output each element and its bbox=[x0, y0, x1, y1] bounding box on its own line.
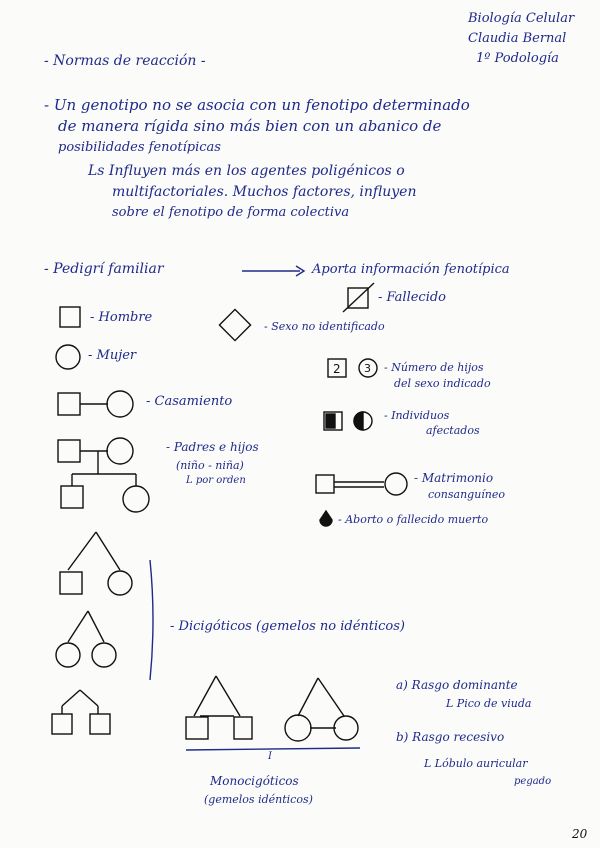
marriage-symbol bbox=[58, 391, 133, 417]
section-title-pedigri: - Pedigrí familiar bbox=[44, 261, 164, 277]
label-individuos-afectados-sub: afectados bbox=[426, 424, 480, 437]
paragraph-line: posibilidades fenotípicas bbox=[58, 140, 221, 155]
right-arrow-icon bbox=[242, 266, 304, 276]
author-name: Claudia Bernal bbox=[468, 31, 567, 46]
label-matrimonio-sub: consanguíneo bbox=[428, 488, 506, 501]
label-dicigoticos: - Dicigóticos (gemelos no idénticos) bbox=[170, 619, 405, 634]
label-individuos-afectados: - Individuos bbox=[384, 409, 450, 422]
number-box-value: 2 bbox=[333, 362, 341, 376]
label-lobulo-pegado: pegado bbox=[514, 776, 552, 787]
pedigree-tree-2 bbox=[56, 611, 116, 667]
label-rasgo-recesivo: b) Rasgo recesivo bbox=[396, 730, 505, 744]
paragraph-line: de manera rígida sino más bien con un abanico de bbox=[58, 117, 442, 135]
label-rasgo-dominante: a) Rasgo dominante bbox=[396, 678, 518, 692]
label-monocigoticos: Monocigóticos bbox=[210, 774, 299, 788]
label-sexo-no-identificado: - Sexo no identificado bbox=[264, 320, 385, 333]
pedigree-tree-1 bbox=[60, 532, 132, 595]
deceased-square-icon bbox=[343, 283, 374, 312]
label-aborto: - Aborto o fallecido muerto bbox=[338, 513, 489, 526]
arrow-text: Aporta información fenotípica bbox=[312, 262, 510, 277]
label-monocigoticos-sub: (gemelos idénticos) bbox=[204, 793, 313, 806]
paragraph-line: multifactoriales. Muchos factores, influyen bbox=[112, 184, 417, 200]
label-padres-hijos: - Padres e hijos bbox=[166, 440, 259, 454]
affected-individuals-symbol bbox=[324, 412, 372, 430]
paragraph-line: - Un genotipo no se asocia con un fenotipo determinado bbox=[44, 96, 470, 114]
parents-children-symbol bbox=[58, 438, 149, 512]
label-fallecido: - Fallecido bbox=[378, 290, 447, 305]
monozygotic-females-symbol bbox=[285, 678, 358, 741]
number-circle-value: 3 bbox=[364, 362, 371, 375]
label-mujer: - Mujer bbox=[88, 348, 137, 363]
label-hombre: - Hombre bbox=[90, 310, 153, 325]
label-numero-hijos: - Número de hijos bbox=[384, 361, 484, 374]
miscarriage-icon bbox=[320, 511, 332, 526]
section-title-normas: - Normas de reacción - bbox=[44, 53, 206, 69]
label-lobulo: L Lóbulo auricular bbox=[424, 757, 528, 770]
label-padres-hijos-order: L por orden bbox=[186, 475, 246, 486]
paragraph-line: Ls Influyen más en los agentes poligénicos o bbox=[88, 163, 405, 179]
consanguineous-marriage-symbol bbox=[316, 473, 407, 495]
bracket-line bbox=[150, 560, 153, 680]
page-number: 20 bbox=[572, 827, 588, 841]
paragraph-line: sobre el fenotipo de forma colectiva bbox=[112, 205, 350, 220]
monozygotic-males-symbol bbox=[186, 676, 252, 739]
female-circle-icon bbox=[56, 345, 80, 369]
label-numero-hijos-sub: del sexo indicado bbox=[394, 377, 491, 390]
number-of-children-symbol bbox=[328, 359, 377, 377]
label-padres-hijos-sub: (niño - niña) bbox=[176, 459, 244, 472]
monozygotic-underline bbox=[186, 748, 360, 750]
label-casamiento: - Casamiento bbox=[146, 394, 233, 409]
mono-brace-tick: I bbox=[268, 751, 272, 762]
group-name: 1º Podología bbox=[476, 51, 559, 66]
label-matrimonio: - Matrimonio bbox=[414, 471, 494, 485]
male-square-icon bbox=[60, 307, 80, 327]
label-pico-viuda: L Pico de viuda bbox=[446, 697, 532, 710]
pedigree-tree-3 bbox=[52, 690, 110, 734]
unknown-sex-diamond-icon bbox=[219, 309, 250, 340]
course-name: Biología Celular bbox=[468, 11, 575, 26]
